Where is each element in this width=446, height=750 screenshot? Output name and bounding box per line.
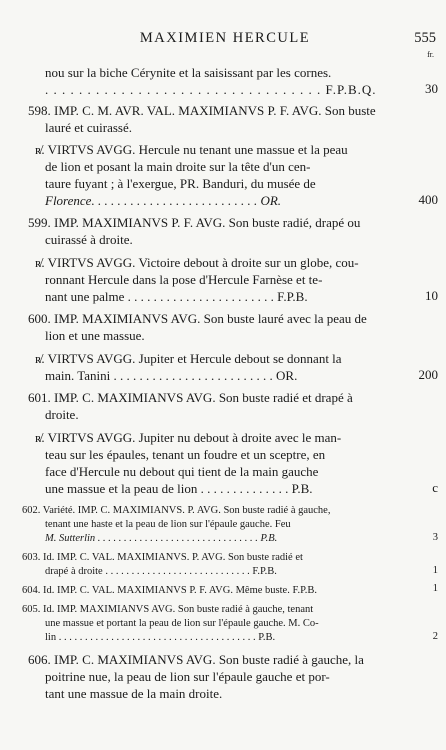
page-header — [0, 30, 446, 59]
text-line: . . . . . . . . . . . . . . . . . . . . . . . . . . . . . . . . . F.P.B.Q. — [45, 82, 377, 97]
text-line: nou sur la biche Cérynite et la saisissant par les cornes. — [45, 65, 332, 80]
entry-602: 602. Variété. IMP. C. MAXIMIANVS. P. AVG. Son buste radié à gauche, — [22, 505, 331, 516]
price-value: 400 — [418, 192, 438, 207]
text-line: de lion et posant la main droite sur la tête d'un cen- — [45, 159, 311, 174]
entry-598: 598. IMP. C. M. AVR. VAL. MAXIMIANVS P. F. AVG. Son buste — [28, 103, 376, 118]
text-line: tant une massue de la main droite. — [45, 686, 223, 701]
text-line: lion et une massue. — [45, 328, 145, 343]
text-line: Florence. . . . . . . . . . . . . . . . . . . . . . . . . . OR. — [45, 193, 282, 208]
price-value: 1 — [432, 565, 438, 576]
price-value: 2 — [432, 631, 438, 642]
text-line: tenant une haste et la peau de lion sur l'épaule gauche. Feu — [45, 519, 291, 530]
entry-601: 601. IMP. C. MAXIMIANVS AVG. Son buste radié et drapé à — [28, 390, 353, 405]
price-column-heading: fr. — [427, 50, 434, 59]
text-line: taure fuyant ; à l'exergue, PR. Banduri, du musée de — [45, 176, 316, 191]
entry-603: 603. Id. IMP. C. VAL. MAXIMIANVS. P. AVG. Son buste radié et — [22, 552, 303, 563]
price-value: 1 — [432, 583, 438, 594]
price-value: 200 — [418, 367, 438, 382]
text-line: teau sur les épaules, tenant un foudre et un sceptre, en — [45, 447, 326, 462]
text-line: cuirassé à droite. — [45, 232, 133, 247]
running-title: MAXIMIEN HERCULE — [139, 30, 311, 46]
entry-600: 600. IMP. MAXIMIANVS AVG. Son buste lauré avec la peau de — [28, 311, 367, 326]
entry-599: 599. IMP. MAXIMIANVS P. F. AVG. Son buste radié, drapé ou — [28, 215, 361, 230]
text-line: main. Tanini . . . . . . . . . . . . . . . . . . . . . . . . . OR. — [45, 368, 298, 383]
reverse-description: ʀ̸. VIRTVS AVGG. Victoire debout à droite sur un globe, cou- — [35, 255, 359, 270]
text-line: M. Sutterlin . . . . . . . . . . . . . . . . . . . . . . . . . . . . . . . P.B. — [45, 533, 278, 544]
text-line: ronnant Hercule dans la pose d'Hercule Farnèse et te- — [45, 272, 323, 287]
text-line: poitrine nue, la peau de lion sur l'épaule gauche et por- — [45, 669, 330, 684]
price-value: 10 — [425, 288, 438, 303]
entry-604: 604. Id. IMP. C. VAL. MAXIMIANVS P. F. AVG. Même buste. F.P.B. — [22, 585, 317, 596]
entry-605: 605. Id. IMP. MAXIMIANVS AVG. Son buste radié à gauche, tenant — [22, 604, 314, 615]
text-line: une massue et la peau de lion . . . . . . . . . . . . . . P.B. — [45, 481, 313, 496]
price-value: 3 — [432, 532, 438, 543]
text-line: lin . . . . . . . . . . . . . . . . . . . . . . . . . . . . . . . . . . . . . . P.B. — [45, 632, 276, 643]
page-number: 555 — [414, 30, 436, 46]
text-line: droite. — [45, 407, 79, 422]
text-line: nant une palme . . . . . . . . . . . . . . . . . . . . . . . F.P.B. — [45, 289, 308, 304]
text-line: drapé à droite . . . . . . . . . . . . . . . . . . . . . . . . . . . . F.P.B. — [45, 566, 277, 577]
price-value: c — [432, 480, 438, 495]
text-line: lauré et cuirassé. — [45, 120, 132, 135]
price-value: 30 — [425, 81, 438, 96]
text-line: face d'Hercule nu debout qui tient de la main gauche — [45, 464, 319, 479]
text-line: une massue et portant la peau de lion sur l'épaule gauche. M. Co- — [45, 618, 319, 629]
entry-606: 606. IMP. C. MAXIMIANVS AVG. Son buste radié à gauche, la — [28, 652, 364, 667]
reverse-description: ʀ̸. VIRTVS AVGG. Hercule nu tenant une massue et la peau — [35, 142, 348, 157]
reverse-description: ʀ̸. VIRTVS AVGG. Jupiter et Hercule debout se donnant la — [35, 351, 342, 366]
reverse-description: ʀ̸. VIRTVS AVGG. Jupiter nu debout à droite avec le man- — [35, 430, 342, 445]
